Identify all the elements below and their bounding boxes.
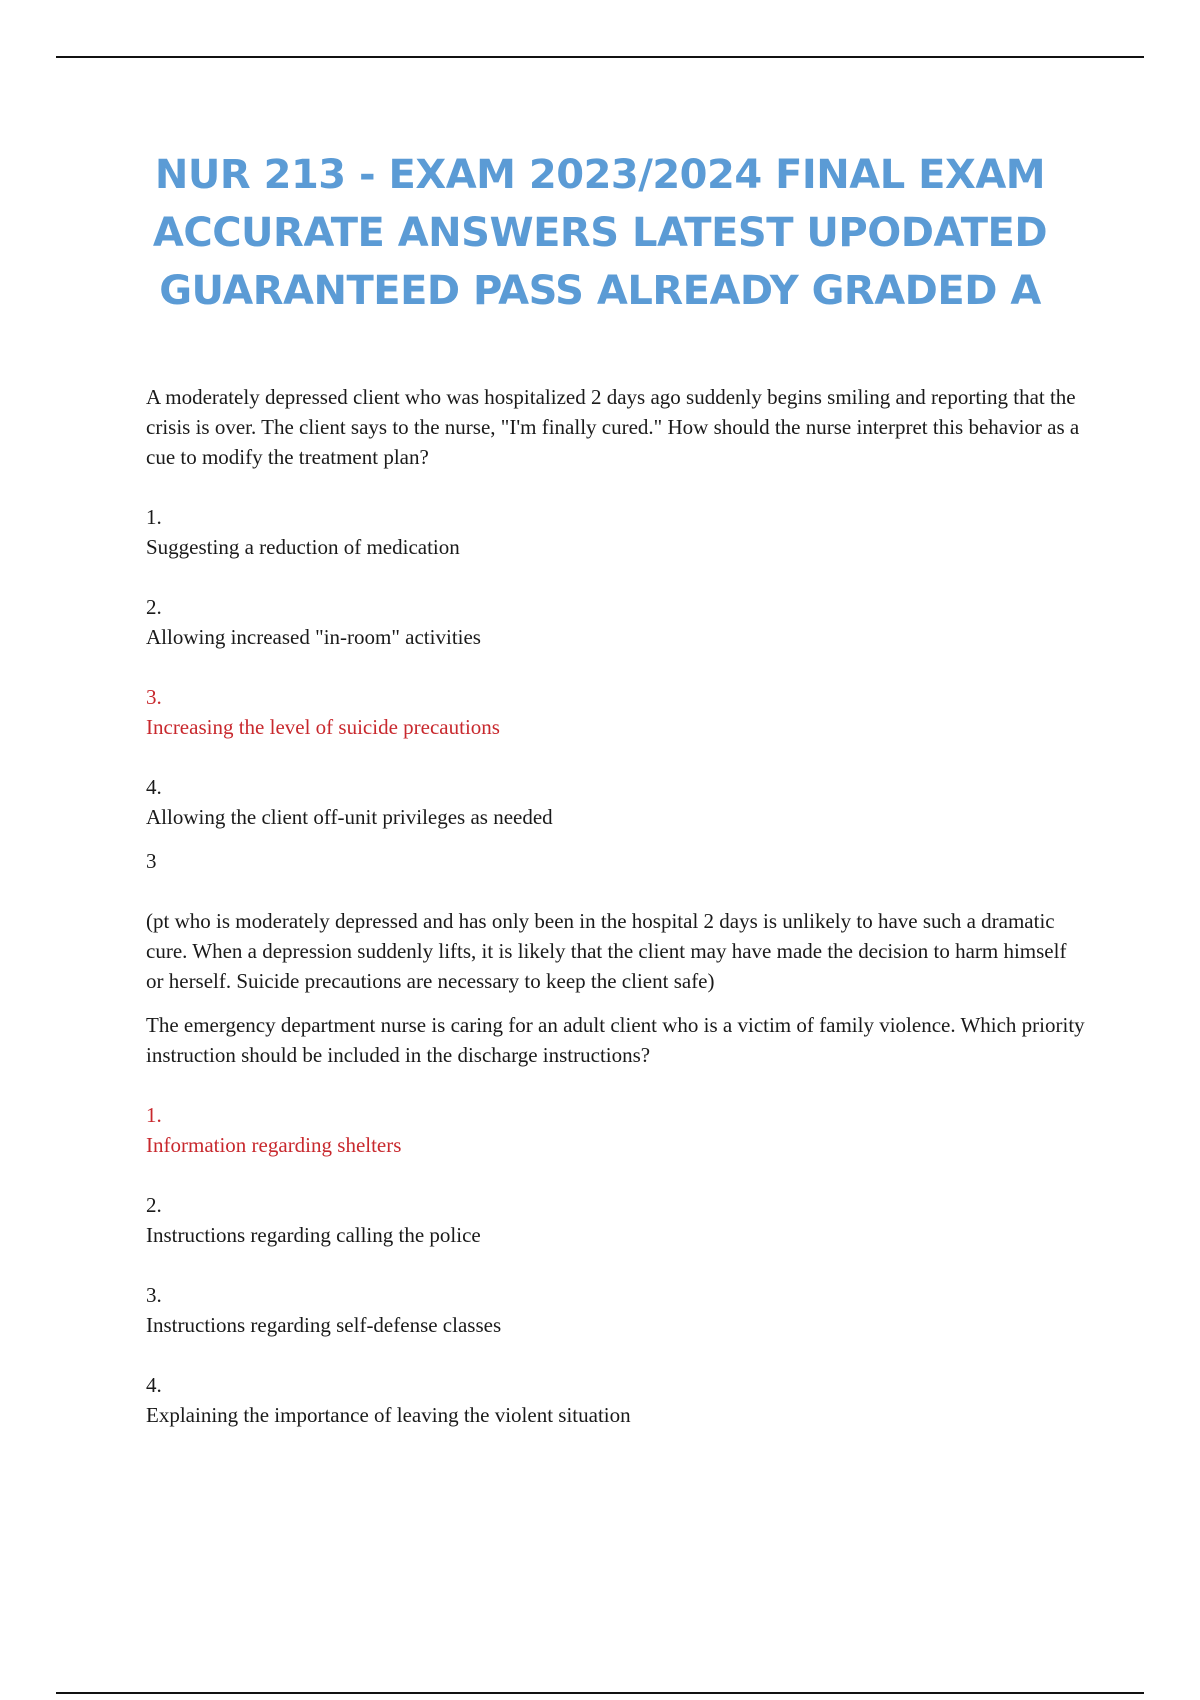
title-line-2: ACCURATE ANSWERS LATEST UPODATED (152, 210, 1048, 256)
option-number: 3. (146, 1283, 162, 1307)
option-number: 4. (146, 1373, 162, 1397)
question-2-option-4 (146, 1370, 1086, 1430)
option-number: 1. (146, 505, 162, 529)
option-text: Increasing the level of suicide precautions (146, 715, 500, 739)
option-text: Information regarding shelters (146, 1133, 402, 1157)
title-line-3: GUARANTEED PASS ALREADY GRADED A (159, 268, 1041, 314)
option-text: Explaining the importance of leaving the violent situation (146, 1403, 631, 1427)
question-1-option-2 (146, 592, 1086, 652)
option-number: 1. (146, 1103, 162, 1127)
option-number: 3. (146, 685, 162, 709)
document-title (100, 146, 1100, 320)
option-text: Instructions regarding calling the police (146, 1223, 481, 1247)
option-text: Allowing the client off-unit privileges as needed (146, 805, 553, 829)
question-1-option-4 (146, 772, 1086, 832)
top-divider (56, 56, 1144, 58)
bottom-divider (56, 1692, 1144, 1694)
question-2-option-2 (146, 1190, 1086, 1250)
question-1-rationale: (pt who is moderately depressed and has only been in the hospital 2 days is unlikely to have such a dramatic cure. When a depression suddenly lifts, it is likely that the client may have made the decision to harm himself or herself. Suicide precautions are necessary to keep the client safe) (146, 909, 1067, 993)
option-number: 2. (146, 595, 162, 619)
question-1-text: A moderately depressed client who was hospitalized 2 days ago suddenly begins smiling and reporting that the crisis is over. The client says to the nurse, "I'm finally cured." How should the nurse interpret this behavior as a cue to modify the treatment plan? (146, 385, 1080, 469)
option-text: Suggesting a reduction of medication (146, 535, 460, 559)
document-body (146, 382, 1086, 1430)
question-2-option-1-correct (146, 1100, 1086, 1160)
title-line-1: NUR 213 - EXAM 2023/2024 FINAL EXAM (154, 152, 1046, 198)
question-1-option-3-correct (146, 682, 1086, 742)
option-number: 4. (146, 775, 162, 799)
question-1-option-1 (146, 502, 1086, 562)
question-2-text: The emergency department nurse is caring for an adult client who is a victim of family violence. Which priority instruction should be included in the discharge instructions? (146, 1013, 1085, 1067)
question-2-option-3 (146, 1280, 1086, 1340)
option-text: Instructions regarding self-defense classes (146, 1313, 502, 1337)
option-text: Allowing increased "in-room" activities (146, 625, 481, 649)
option-number: 2. (146, 1193, 162, 1217)
question-1-answer: 3 (146, 849, 157, 873)
